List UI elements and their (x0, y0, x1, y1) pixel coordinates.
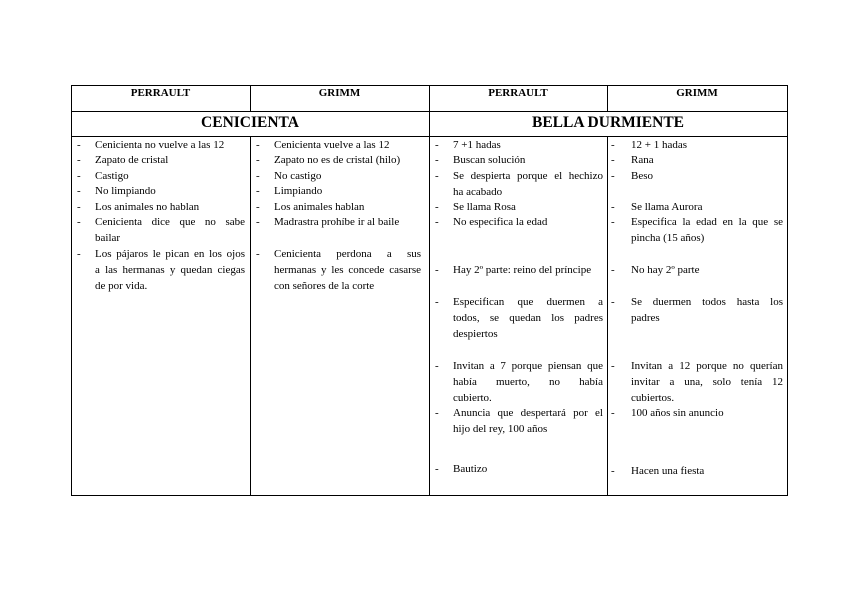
item-text (95, 214, 245, 246)
item-text-line: Se llama Rosa (453, 201, 516, 213)
bullet-dash: - (611, 170, 615, 182)
bullet-dash: - (435, 360, 439, 372)
list-item (607, 137, 787, 153)
bullet-dash: - (435, 216, 439, 228)
bullet-dash: - (256, 201, 260, 213)
list-item (429, 358, 607, 406)
item-text-line: 100 años sin anuncio (631, 407, 724, 419)
item-text-line: bailar (95, 232, 121, 244)
bullet-dash: - (611, 407, 615, 419)
item-text-line: Los pájaros le pican en los ojos (95, 248, 245, 260)
bullet-dash: - (611, 154, 615, 166)
item-text-line: Se duermen todos hasta los (631, 296, 783, 308)
table-border-right (787, 85, 788, 496)
bullet-dash: - (435, 170, 439, 182)
item-text-line: No especifica la edad (453, 216, 548, 228)
list-item (250, 137, 429, 153)
bullet-dash: - (611, 296, 615, 308)
item-text-line: a las hermanas y quedan ciegas (95, 264, 245, 276)
item-text (95, 168, 245, 184)
bullet-dash: - (435, 296, 439, 308)
bullet-dash: - (435, 201, 439, 213)
bullet-dash: - (256, 170, 260, 182)
item-text (95, 183, 245, 199)
item-text-line: de por vida. (95, 280, 148, 292)
item-text-line: despiertos (453, 328, 498, 340)
list-item (607, 358, 787, 406)
item-text-line: Se despierta porque el hechizo (453, 170, 603, 182)
list-item (429, 199, 607, 215)
bullet-dash: - (435, 139, 439, 151)
item-text-line: Hay 2º parte: reino del príncipe (453, 264, 592, 276)
item-text (453, 152, 603, 168)
bullet-dash: - (611, 360, 615, 372)
bullet-dash: - (435, 407, 439, 419)
item-text-line: padres (631, 312, 660, 324)
bullet-dash: - (611, 216, 615, 228)
item-text-line: todos, se quedan los padres (453, 312, 603, 324)
bullet-dash: - (611, 201, 615, 213)
item-text (453, 214, 603, 230)
item-text-line: Cenicienta vuelve a las 12 (274, 139, 390, 151)
item-text-line: 12 + 1 hadas (631, 139, 687, 151)
item-text-line: cubiertos. (631, 392, 675, 404)
item-text-line: No limpiando (95, 185, 156, 197)
item-text-line: hermanas y les concede casarse (274, 264, 421, 276)
item-text-line: Hacen una fiesta (631, 465, 705, 477)
list-item (250, 183, 429, 199)
list-item (71, 246, 250, 294)
header-grimm-2: GRIMM (676, 87, 718, 99)
list-item (71, 199, 250, 215)
list-item (429, 262, 607, 278)
bullet-dash: - (77, 201, 81, 213)
item-text-line: Especifica la edad en la que se (631, 216, 783, 228)
list-item (429, 294, 607, 342)
title-cenicienta: CENICIENTA (201, 114, 299, 131)
item-text-line: había muerto, no había (453, 376, 603, 388)
list-item (607, 199, 787, 215)
item-text (95, 137, 245, 153)
item-text-line: No hay 2º parte (631, 264, 700, 276)
item-text (631, 463, 783, 479)
item-text-line: 7 +1 hadas (453, 139, 501, 151)
bullet-dash: - (611, 264, 615, 276)
bullet-dash: - (77, 154, 81, 166)
item-text-line: ha acabado (453, 186, 503, 198)
item-text (453, 358, 603, 406)
item-text (631, 294, 783, 326)
list-item (71, 214, 250, 246)
item-text (631, 152, 783, 168)
item-text-line: Castigo (95, 170, 129, 182)
item-text-line: Los animales no hablan (95, 201, 200, 213)
bullet-dash: - (77, 139, 81, 151)
header-grimm-1: GRIMM (318, 87, 361, 99)
header-perrault-2: PERRAULT (488, 87, 548, 99)
bullet-dash: - (256, 185, 260, 197)
bullet-dash: - (611, 139, 615, 151)
item-text (274, 214, 421, 230)
item-text (274, 137, 421, 153)
item-text-line: con señores de la corte (274, 280, 375, 292)
item-text-line: Se llama Aurora (631, 201, 703, 213)
bullet-dash: - (435, 463, 439, 475)
list-item (250, 168, 429, 184)
item-text (453, 199, 603, 215)
item-text (95, 246, 245, 294)
bullet-dash: - (77, 216, 81, 228)
list-item (71, 152, 250, 168)
bullet-dash: - (435, 264, 439, 276)
item-text (631, 168, 783, 184)
item-text (631, 405, 783, 421)
list-item (607, 405, 787, 421)
list-item (71, 183, 250, 199)
item-text (453, 262, 603, 278)
item-text (453, 461, 603, 477)
list-item (429, 405, 607, 437)
list-item (607, 152, 787, 168)
item-text (453, 168, 603, 200)
item-text-line: Zapato no es de cristal (hilo) (274, 154, 401, 166)
item-text-line: Buscan solución (453, 154, 526, 166)
bullet-dash: - (77, 248, 81, 260)
list-item (429, 137, 607, 153)
list-item (429, 168, 607, 200)
item-text-line: Especifican que duermen a (453, 296, 603, 308)
list-item (250, 214, 429, 230)
item-text (274, 168, 421, 184)
header-perrault-1: PERRAULT (130, 87, 191, 99)
bullet-dash: - (611, 465, 615, 477)
bullet-dash: - (256, 248, 260, 260)
bullet-dash: - (256, 139, 260, 151)
bullet-dash: - (435, 154, 439, 166)
item-text-line: No castigo (274, 170, 322, 182)
item-text-line: Cenicienta dice que no sabe (95, 216, 245, 228)
item-text (274, 152, 421, 168)
list-item (607, 214, 787, 246)
item-text (631, 137, 783, 153)
item-text (274, 199, 421, 215)
list-item (250, 199, 429, 215)
item-text-line: Zapato de cristal (95, 154, 169, 166)
bullet-dash: - (77, 170, 81, 182)
list-item (429, 461, 607, 477)
item-text (631, 262, 783, 278)
item-text (95, 152, 245, 168)
item-text-line: Rana (631, 154, 654, 166)
list-item (607, 463, 787, 479)
item-text (274, 183, 421, 199)
bullet-dash: - (256, 154, 260, 166)
list-item (71, 168, 250, 184)
item-text (274, 246, 421, 294)
item-text (631, 214, 783, 246)
item-text-line: invitar a una, solo tenía 12 (631, 376, 783, 388)
item-text (453, 405, 603, 437)
list-item (429, 214, 607, 230)
list-item (250, 246, 429, 294)
item-text (631, 358, 783, 406)
comparison-table (71, 85, 788, 496)
item-text-line: hijo del rey, 100 años (453, 423, 548, 435)
item-text-line: Madrastra prohíbe ir al baile (274, 216, 400, 228)
item-text-line: Los animales hablan (274, 201, 365, 213)
item-text-line: Beso (631, 170, 653, 182)
item-text (95, 199, 245, 215)
item-text-line: Invitan a 7 porque piensan que (453, 360, 603, 372)
item-text-line: Limpiando (274, 185, 323, 197)
item-text (453, 294, 603, 342)
item-text-line: Cenicienta no vuelve a las 12 (95, 139, 225, 151)
item-text-line: Bautizo (453, 463, 488, 475)
bullet-dash: - (77, 185, 81, 197)
list-item (607, 262, 787, 278)
list-item (250, 152, 429, 168)
item-text-line: Invitan a 12 porque no querían (631, 360, 783, 372)
item-text-line: Anuncia que despertará por el (453, 407, 603, 419)
list-item (607, 294, 787, 326)
list-item (429, 152, 607, 168)
item-text (453, 137, 603, 153)
title-bella-durmiente: BELLA DURMIENTE (531, 114, 685, 131)
list-item (607, 168, 787, 184)
item-text-line: Cenicienta perdona a sus (274, 248, 421, 260)
list-item (71, 137, 250, 153)
item-text (631, 199, 783, 215)
item-text-line: pincha (15 años) (631, 232, 705, 244)
item-text-line: cubierto. (453, 392, 492, 404)
bullet-dash: - (256, 216, 260, 228)
